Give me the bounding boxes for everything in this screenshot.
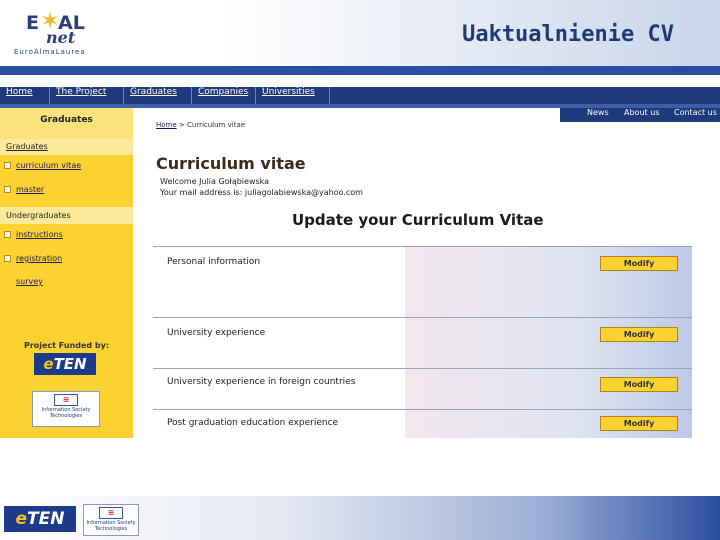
- footer-logo-strip: [0, 496, 720, 540]
- table-row: [153, 318, 692, 369]
- sidebar-item-curriculum-vitae[interactable]: [4, 161, 81, 170]
- nav-the-project[interactable]: The Project: [50, 87, 124, 104]
- footer-eten-logo: [4, 506, 76, 532]
- ist-icon: ≋: [99, 507, 123, 519]
- sidebar-item-label: instructions: [16, 230, 63, 239]
- welcome-text: Welcome Julia Gołąbiewska: [160, 177, 270, 186]
- breadcrumb-home[interactable]: Home: [156, 121, 177, 129]
- slide-title: Uaktualnienie CV: [462, 22, 674, 47]
- bullet-icon: [4, 231, 11, 238]
- table-row: [153, 246, 692, 318]
- modify-post-graduation-button[interactable]: Modify: [600, 416, 678, 431]
- table-row: [153, 410, 692, 438]
- logo-net: net: [46, 28, 76, 47]
- nav-news[interactable]: News: [587, 108, 609, 117]
- page-title: Curriculum vitae: [156, 154, 306, 173]
- bullet-icon: [4, 186, 11, 193]
- modify-foreign-experience-button[interactable]: Modify: [600, 377, 678, 392]
- sidebar-item-registration[interactable]: [4, 254, 62, 263]
- breadcrumb: [156, 121, 245, 129]
- website-screenshot: [0, 75, 720, 438]
- header-band: [0, 66, 720, 75]
- bullet-icon: [4, 255, 11, 262]
- table-row: [153, 369, 692, 410]
- section-label: Post graduation education experience: [167, 418, 339, 428]
- sidebar-item-label: curriculum vitae: [16, 161, 82, 170]
- logo-letters-al: AL: [58, 12, 85, 34]
- breadcrumb-separator: >: [176, 121, 187, 129]
- bullet-icon: [4, 162, 11, 169]
- cv-sections-table: [153, 246, 692, 438]
- nav-graduates[interactable]: Graduates: [124, 87, 192, 104]
- modify-university-experience-button[interactable]: Modify: [600, 327, 678, 342]
- information-society-logo: [32, 391, 100, 427]
- eten-logo-text: TEN: [27, 509, 65, 529]
- eten-logo-e: e: [15, 509, 28, 529]
- nav-contact-us[interactable]: Contact us: [674, 108, 717, 117]
- sidebar-item-instructions[interactable]: [4, 230, 63, 239]
- sidebar-item-master[interactable]: [4, 185, 44, 194]
- ist-logo-text: Information Society Technologies: [41, 407, 91, 419]
- sidebar-item-label: registration: [16, 254, 63, 263]
- logo-letter-e: E: [26, 12, 39, 34]
- ist-icon: ≋: [54, 394, 78, 406]
- slide-header: [0, 0, 720, 66]
- sidebar-header-graduates: Graduates: [0, 108, 133, 139]
- top-navigation: [0, 87, 720, 104]
- logo-subtitle: EuroAlmaLaurea: [14, 48, 86, 56]
- funded-by-label: Project Funded by:: [23, 341, 110, 350]
- sidebar-item-label: master: [16, 185, 45, 194]
- nav-universities[interactable]: Universities: [256, 87, 330, 104]
- star-icon: ✶: [40, 7, 61, 35]
- sidebar-link-graduates[interactable]: Graduates: [0, 139, 133, 155]
- section-heading: Update your Curriculum Vitae: [292, 211, 544, 229]
- section-label: University experience in foreign countries: [167, 377, 356, 387]
- ist-logo-text: Information Society Technologies: [86, 520, 136, 532]
- nav-companies[interactable]: Companies: [192, 87, 256, 104]
- eten-logo: [34, 353, 96, 375]
- utility-navigation: [560, 108, 720, 122]
- sidebar: [0, 108, 133, 438]
- nav-about-us[interactable]: About us: [624, 108, 660, 117]
- sidebar-link-survey[interactable]: survey: [16, 277, 43, 286]
- ealnet-logo: [6, 6, 110, 58]
- footer-information-society-logo: [83, 504, 139, 536]
- modify-personal-information-button[interactable]: Modify: [600, 256, 678, 271]
- eten-logo-e: e: [43, 355, 54, 373]
- section-label: Personal information: [167, 257, 261, 267]
- nav-home[interactable]: Home: [0, 87, 50, 104]
- breadcrumb-current: Curriculum vitae: [187, 121, 246, 129]
- eten-logo-text: TEN: [53, 355, 87, 373]
- section-label: University experience: [167, 328, 266, 338]
- email-text: Your mail address is: juliagolabiewska@yahoo.com: [160, 188, 363, 197]
- sidebar-header-undergraduates: Undergraduates: [0, 207, 133, 224]
